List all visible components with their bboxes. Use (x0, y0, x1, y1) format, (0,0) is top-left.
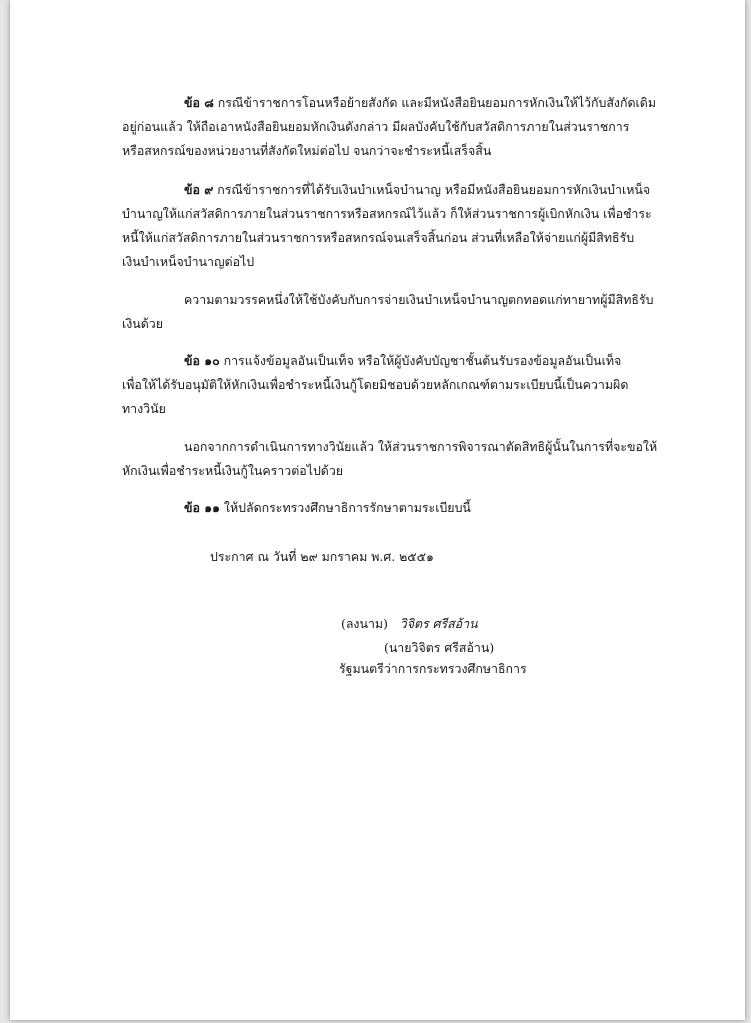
clause-10-line-2: เพื่อให้ได้รับอนุมัติให้หักเงินเพื่อชำระหนี้เงินกู้โดยมิชอบด้วยหลักเกณฑ์ตามระเบียบนี้เป็นความผิด (122, 377, 629, 392)
printed-name: (นายวิจิตร ศรีสอ้าน) (384, 640, 495, 655)
clause-8-line-2: อยู่ก่อนแล้ว ให้ถือเอาหนังสือยินยอมหักเงินดังกล่าว มีผลบังคับใช้กับสวัสดิการภายในส่วนราชการ (122, 119, 630, 134)
clause-9-line-3: หนี้ให้แก่สวัสดิการภายในส่วนราชการหรือสหกรณ์จนเสร็จสิ้นก่อน ส่วนที่เหลือให้จ่ายแก่ผู้มีสิทธิรับ (122, 230, 635, 245)
clause-10-p2-line-1: นอกจากการดำเนินการทางวินัยแล้ว ให้ส่วนราชการพิจารณาตัดสิทธิผู้นั้นในการที่จะขอให้ (184, 439, 658, 454)
clause-11-line-1: ข้อ ๑๑ ให้ปลัดกระทรวงศึกษาธิการรักษาตามระเบียบนี้ (184, 500, 471, 515)
clause-9-line-1: ข้อ ๙ กรณีข้าราชการที่ได้รับเงินบำเหน็จบำนาญ หรือมีหนังสือยินยอมการหักเงินบำเหน็จ (184, 182, 651, 197)
clause-9 (122, 178, 662, 274)
signer-position: รัฐมนตรีว่าการกระทรวงศึกษาธิการ (339, 661, 527, 676)
clause-9-heading: ข้อ ๙ (184, 182, 214, 197)
clause-9-p2-line-2: เงินด้วย (122, 316, 164, 331)
clause-10-heading: ข้อ ๑๐ (184, 353, 220, 368)
clause-9-paragraph-2 (122, 288, 662, 336)
clause-8-line-1: ข้อ ๘ กรณีข้าราชการโอนหรือย้ายสังกัด และมีหนังสือยินยอมการหักเงินให้ไว้กับสังกัดเดิม (184, 95, 656, 110)
clause-8-heading: ข้อ ๘ (184, 95, 214, 110)
clause-9-line-4: เงินบำเหน็จบำนาญต่อไป (122, 254, 255, 269)
announcement-date: ประกาศ ณ วันที่ ๒๙ มกราคม พ.ศ. ๒๕๕๑ (210, 549, 434, 564)
clause-10 (122, 349, 662, 421)
clause-10-line-3: ทางวินัย (122, 401, 166, 416)
clause-9-p2-line-1: ความตามวรรคหนึ่งให้ใช้บังคับกับการจ่ายเงินบำเหน็จบำนาญตกทอดแก่ทายาทผู้มีสิทธิรับ (184, 292, 654, 307)
signature-line (341, 612, 478, 636)
document-page (10, 0, 745, 1020)
clause-11 (122, 496, 662, 520)
signed-label: (ลงนาม) (341, 616, 388, 631)
clause-10-paragraph-2 (122, 435, 662, 483)
clause-8 (122, 91, 662, 163)
clause-10-line-1: ข้อ ๑๐ การแจ้งข้อมูลอันเป็นเท็จ หรือให้ผู้บังคับบัญชาชั้นต้นรับรองข้อมูลอันเป็นเท็จ (184, 353, 622, 368)
clause-10-p2-line-2: หักเงินเพื่อชำระหนี้เงินกู้ในคราวต่อไปด้วย (122, 463, 344, 478)
clause-8-line-3: หรือสหกรณ์ของหน่วยงานที่สังกัดใหม่ต่อไป จนกว่าจะชำระหนี้เสร็จสิ้น (122, 143, 492, 158)
clause-11-heading: ข้อ ๑๑ (184, 500, 220, 515)
signed-name: วิจิตร ศรีสอ้าน (399, 616, 478, 631)
clause-9-line-2: บำนาญให้แก่สวัสดิการภายในส่วนราชการหรือสหกรณ์ไว้แล้ว ก็ให้ส่วนราชการผู้เบิกหักเงิน เพื่อชำระ (122, 206, 652, 221)
